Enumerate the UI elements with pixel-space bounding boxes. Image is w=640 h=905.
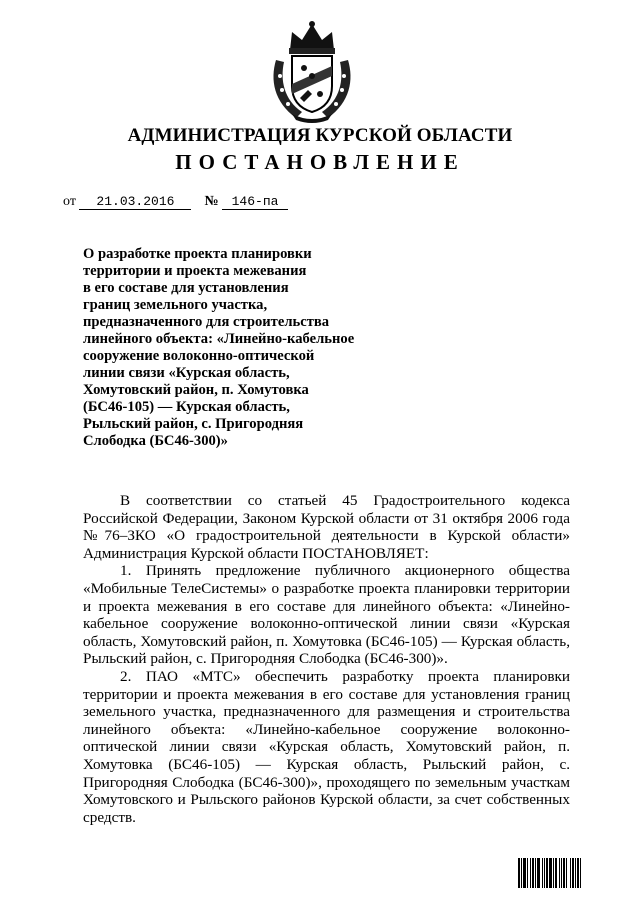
document-subject [83,246,393,450]
subject-line: Рыльский район, с. Пригородняя [83,416,304,432]
clause-1-paragraph: 1. Принять предложение публичного акционерного общества «Мобильные ТелеСистемы» о разработке проекта планировки территории и проекта межевания в его составе для линейного объекта: «Линейно-кабельное сооружение волоконно-оптической линии связи «Курская область, Хомутовский район, п. Хомутовка (БС46-105) — Курская область, Рыльский район, с. Пригородняя Слободка (БС46-300)». [83,562,570,668]
subject-line: границ земельного участка, [83,297,268,313]
barcode-icon [518,858,608,888]
document-body [83,492,570,826]
subject-line: предназначенного для строительства [83,314,330,330]
date-prefix: от [63,194,76,209]
subject-line: сооружение волоконно-оптической [83,348,315,364]
subject-line: линии связи «Курская область, [83,365,290,381]
preamble-paragraph: В соответствии со статьей 45 Градостроительного кодекса Российской Федерации, Законом Курской области от 31 октября 2006 года №76–ЗКО «О градостроительной деятельности в Курской области» Администрация Курской области ПОСТАНОВЛЯЕТ: [83,492,570,562]
kursk-coat-of-arms-icon [262,20,362,124]
subject-line: территории и проекта межевания [83,263,307,279]
subject-line: О разработке проекта планировки [83,246,312,262]
subject-line: в его составе для установления [83,280,289,296]
subject-line: (БС46-105) — Курская область, [83,399,290,415]
document-date: 21.03.2016 [79,195,191,210]
number-prefix: № [204,194,219,209]
subject-line: линейного объекта: «Линейно-кабельное [83,331,355,347]
document-number: 146-па [222,195,288,210]
document-type: ПОСТАНОВЛЕНИЕ [175,150,465,174]
clause-2-paragraph: 2. ПАО «МТС» обеспечить разработку проекта планировки территории и проекта межевания в его составе для установления границ земельного участка, предназначенного для размещения и строительства линейного объекта: «Линейно-кабельное сооружение волоконно-оптической линии связи «Курская область, Хомутовский район, п. Хомутовка (БС46-105) — Курская область, Рыльский район, с. Пригородняя Слободка (БС46-300)», проходящего по земельным участкам Хомутовского и Рыльского районов Курской области, за счет собственных средств. [83,667,570,826]
subject-line: Слободка (БС46-300)» [83,433,228,449]
issuing-authority: АДМИНИСТРАЦИЯ КУРСКОЙ ОБЛАСТИ [127,125,513,146]
subject-line: Хомутовский район, п. Хомутовка [83,382,309,398]
date-number-line [63,194,288,210]
